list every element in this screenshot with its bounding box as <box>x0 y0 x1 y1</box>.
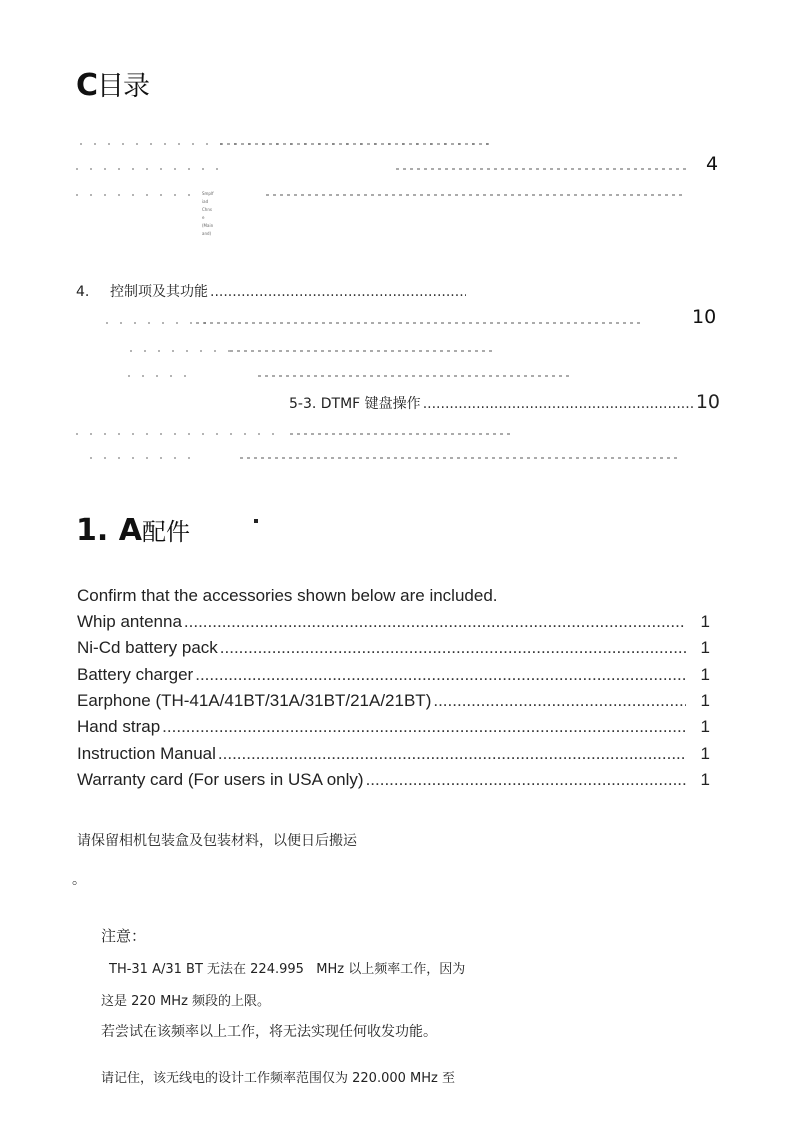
toc-noise-row-3 <box>76 194 194 196</box>
leader-dots <box>184 612 686 632</box>
toc-noise-row-5 <box>106 322 206 324</box>
toc-noise-row-7 <box>128 375 188 377</box>
toc-title <box>76 64 149 103</box>
toc-row-3-stack-line: Smplf <box>202 191 214 196</box>
toc-noise-row-6 <box>130 350 230 352</box>
leader-dots <box>433 691 686 711</box>
accessory-item <box>77 665 710 685</box>
toc-entry-5-3[interactable] <box>289 391 720 413</box>
leader-dots <box>220 638 686 658</box>
toc-leader-dots <box>423 396 694 412</box>
toc-noise-row-10b <box>240 457 680 459</box>
toc-row-2-page: 4 <box>706 153 719 175</box>
accessory-item <box>77 770 710 790</box>
accessory-qty: 1 <box>700 717 710 736</box>
toc-noise-row-2 <box>76 168 226 170</box>
toc-title-latin: C <box>76 68 98 103</box>
section-1-heading <box>76 512 190 548</box>
section-title-cjk: 配件 <box>141 518 190 546</box>
toc-entry-text: 5-3. DTMF 键盘操作 <box>289 396 421 412</box>
toc-row-3-stack <box>202 190 214 238</box>
caution-line: 若尝试在该频率以上工作，将无法实现任何收发功能。 <box>101 1024 437 1040</box>
section-number: 1. <box>76 513 109 548</box>
accessory-qty: 1 <box>700 665 710 684</box>
accessory-qty: 1 <box>700 612 710 631</box>
caution-line: 请记住，该无线电的设计工作频率范围仅为 220.000 MHz 至 <box>101 1071 455 1086</box>
toc-row-3-stack-line: e <box>202 215 205 220</box>
leader-dots <box>162 717 686 737</box>
packaging-note: 请保留相机包装盒及包装材料，以便日后搬运 <box>77 833 357 849</box>
toc-entry-page: 10 <box>695 391 720 413</box>
accessory-name: Whip antenna <box>77 612 182 631</box>
toc-entry-label: 4. <box>76 284 90 300</box>
toc-noise-row-9b <box>290 433 512 435</box>
toc-noise-row-5b <box>196 322 642 324</box>
accessory-qty: 1 <box>700 744 710 763</box>
caution-heading: 注意： <box>101 927 147 945</box>
toc-noise-row-3b <box>266 194 686 196</box>
accessory-item <box>77 691 710 711</box>
accessory-name: Instruction Manual <box>77 744 216 763</box>
leader-dots <box>366 770 686 790</box>
toc-entry-page: 10 <box>692 306 717 328</box>
accessory-item <box>77 717 710 737</box>
toc-noise-row-2b <box>396 168 686 170</box>
heading-dot <box>254 519 258 523</box>
accessory-name: Ni-Cd battery pack <box>77 638 218 657</box>
accessory-qty: 1 <box>700 770 710 789</box>
toc-row-3-stack-line: Chns <box>202 207 212 212</box>
accessory-name: Hand strap <box>77 717 161 736</box>
leader-dots <box>195 665 686 685</box>
accessories-intro: Confirm that the accessories shown below are included. <box>77 586 498 605</box>
accessory-qty: 1 <box>700 691 710 710</box>
accessory-name: Earphone (TH-41A/41BT/31A/31BT/21A/21BT) <box>77 691 432 710</box>
caution-line: 这是 220 MHz 频段的上限。 <box>101 994 271 1009</box>
toc-row-3-stack-line: (Main <box>202 223 214 228</box>
packaging-note-end: 。 <box>72 872 86 888</box>
caution-line: TH-31 A/31 BT 无法在 224.995 MHz 以上频率工作，因为 <box>109 962 466 977</box>
toc-entry-4[interactable] <box>76 281 468 301</box>
accessory-name: Battery charger <box>77 665 194 684</box>
toc-noise-row-10 <box>90 457 190 459</box>
accessory-item <box>77 744 710 764</box>
accessory-qty: 1 <box>700 638 710 657</box>
toc-entry-text: 控制项及其功能 <box>110 284 208 300</box>
accessory-name: Warranty card (For users in USA only) <box>77 770 364 789</box>
toc-noise-row-9 <box>76 433 286 435</box>
toc-noise-row-7b <box>258 375 570 377</box>
accessory-item <box>77 638 710 658</box>
toc-leader-dots <box>210 284 466 300</box>
accessory-item <box>77 612 710 632</box>
section-title-latin: A <box>118 513 142 548</box>
toc-title-cjk: 目录 <box>97 71 150 102</box>
leader-dots <box>218 744 686 764</box>
toc-noise-row-1b <box>220 143 490 145</box>
toc-row-3-stack-line: and) <box>202 231 212 236</box>
toc-row-3-stack-line: iad <box>202 199 209 204</box>
toc-noise-row-6b <box>230 350 496 352</box>
